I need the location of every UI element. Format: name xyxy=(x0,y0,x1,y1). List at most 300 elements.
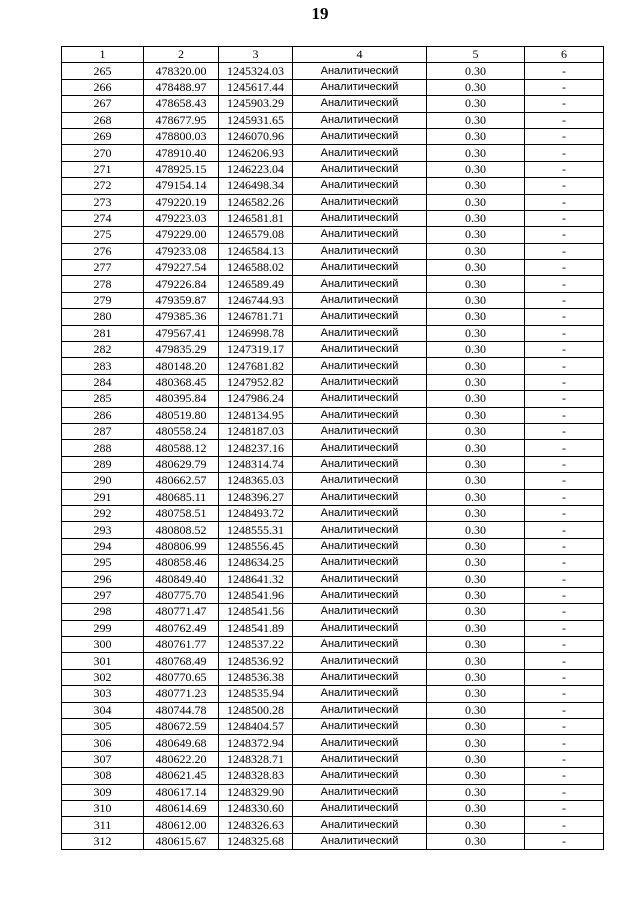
accuracy-cell: 0.30 xyxy=(427,358,525,374)
accuracy-cell: 0.30 xyxy=(427,587,525,603)
y-coordinate-cell: 1246584.13 xyxy=(219,243,293,259)
x-coordinate-cell: 479220.19 xyxy=(144,194,219,210)
accuracy-cell: 0.30 xyxy=(427,227,525,243)
x-coordinate-cell: 480519.80 xyxy=(144,407,219,423)
point-number-cell: 295 xyxy=(62,555,144,571)
note-cell: - xyxy=(525,555,604,571)
method-cell: Аналитический xyxy=(293,342,427,358)
point-number-cell: 281 xyxy=(62,325,144,341)
point-number-cell: 271 xyxy=(62,161,144,177)
table-row xyxy=(62,342,604,358)
point-number-cell: 307 xyxy=(62,751,144,767)
method-cell: Аналитический xyxy=(293,96,427,112)
page-number: 19 xyxy=(311,4,329,23)
method-cell: Аналитический xyxy=(293,194,427,210)
table-row xyxy=(62,260,604,276)
point-number-cell: 311 xyxy=(62,817,144,833)
point-number-cell: 289 xyxy=(62,456,144,472)
y-coordinate-cell: 1248537.22 xyxy=(219,637,293,653)
point-number-cell: 293 xyxy=(62,522,144,538)
method-cell: Аналитический xyxy=(293,309,427,325)
method-cell: Аналитический xyxy=(293,833,427,849)
table-row xyxy=(62,96,604,112)
method-cell: Аналитический xyxy=(293,817,427,833)
method-cell: Аналитический xyxy=(293,522,427,538)
y-coordinate-cell: 1248365.03 xyxy=(219,473,293,489)
method-cell: Аналитический xyxy=(293,702,427,718)
x-coordinate-cell: 480558.24 xyxy=(144,423,219,439)
point-number-cell: 270 xyxy=(62,145,144,161)
note-cell: - xyxy=(525,571,604,587)
point-number-cell: 268 xyxy=(62,112,144,128)
x-coordinate-cell: 480368.45 xyxy=(144,374,219,390)
table-row xyxy=(62,620,604,636)
point-number-cell: 272 xyxy=(62,178,144,194)
y-coordinate-cell: 1247952.82 xyxy=(219,374,293,390)
note-cell: - xyxy=(525,243,604,259)
table-row xyxy=(62,194,604,210)
note-cell: - xyxy=(525,161,604,177)
note-cell: - xyxy=(525,637,604,653)
y-coordinate-cell: 1248328.83 xyxy=(219,768,293,784)
y-coordinate-cell: 1248328.71 xyxy=(219,751,293,767)
y-coordinate-cell: 1246498.34 xyxy=(219,178,293,194)
accuracy-cell: 0.30 xyxy=(427,292,525,308)
method-cell: Аналитический xyxy=(293,784,427,800)
point-number-cell: 299 xyxy=(62,620,144,636)
accuracy-cell: 0.30 xyxy=(427,456,525,472)
accuracy-cell: 0.30 xyxy=(427,473,525,489)
note-cell: - xyxy=(525,833,604,849)
x-coordinate-cell: 480395.84 xyxy=(144,391,219,407)
point-number-cell: 302 xyxy=(62,669,144,685)
point-number-cell: 278 xyxy=(62,276,144,292)
x-coordinate-cell: 480614.69 xyxy=(144,800,219,816)
table-row xyxy=(62,210,604,226)
accuracy-cell: 0.30 xyxy=(427,489,525,505)
accuracy-cell: 0.30 xyxy=(427,522,525,538)
accuracy-cell: 0.30 xyxy=(427,833,525,849)
y-coordinate-cell: 1246579.08 xyxy=(219,227,293,243)
accuracy-cell: 0.30 xyxy=(427,79,525,95)
y-coordinate-cell: 1248556.45 xyxy=(219,538,293,554)
point-number-cell: 296 xyxy=(62,571,144,587)
accuracy-cell: 0.30 xyxy=(427,96,525,112)
note-cell: - xyxy=(525,800,604,816)
y-coordinate-cell: 1245903.29 xyxy=(219,96,293,112)
table-row xyxy=(62,276,604,292)
x-coordinate-cell: 480649.68 xyxy=(144,735,219,751)
point-number-cell: 308 xyxy=(62,768,144,784)
y-coordinate-cell: 1246582.26 xyxy=(219,194,293,210)
table-row xyxy=(62,243,604,259)
table-row xyxy=(62,702,604,718)
x-coordinate-cell: 479567.41 xyxy=(144,325,219,341)
method-cell: Аналитический xyxy=(293,243,427,259)
accuracy-cell: 0.30 xyxy=(427,342,525,358)
accuracy-cell: 0.30 xyxy=(427,555,525,571)
point-number-cell: 276 xyxy=(62,243,144,259)
note-cell: - xyxy=(525,407,604,423)
x-coordinate-cell: 478488.97 xyxy=(144,79,219,95)
y-coordinate-cell: 1248326.63 xyxy=(219,817,293,833)
x-coordinate-cell: 479223.03 xyxy=(144,210,219,226)
table-row xyxy=(62,505,604,521)
method-cell: Аналитический xyxy=(293,276,427,292)
y-coordinate-cell: 1248536.92 xyxy=(219,653,293,669)
table-row xyxy=(62,391,604,407)
note-cell: - xyxy=(525,128,604,144)
accuracy-cell: 0.30 xyxy=(427,751,525,767)
table-row xyxy=(62,79,604,95)
point-number-cell: 266 xyxy=(62,79,144,95)
note-cell: - xyxy=(525,702,604,718)
x-coordinate-cell: 480662.57 xyxy=(144,473,219,489)
y-coordinate-cell: 1245617.44 xyxy=(219,79,293,95)
accuracy-cell: 0.30 xyxy=(427,243,525,259)
method-cell: Аналитический xyxy=(293,456,427,472)
y-coordinate-cell: 1247986.24 xyxy=(219,391,293,407)
table-row xyxy=(62,292,604,308)
accuracy-cell: 0.30 xyxy=(427,702,525,718)
y-coordinate-cell: 1246998.78 xyxy=(219,325,293,341)
table-row xyxy=(62,374,604,390)
x-coordinate-cell: 480672.59 xyxy=(144,719,219,735)
accuracy-cell: 0.30 xyxy=(427,260,525,276)
note-cell: - xyxy=(525,292,604,308)
x-coordinate-cell: 480771.23 xyxy=(144,686,219,702)
note-cell: - xyxy=(525,145,604,161)
x-coordinate-cell: 480622.20 xyxy=(144,751,219,767)
x-coordinate-cell: 480629.79 xyxy=(144,456,219,472)
table-row xyxy=(62,669,604,685)
note-cell: - xyxy=(525,374,604,390)
accuracy-cell: 0.30 xyxy=(427,374,525,390)
y-coordinate-cell: 1248330.60 xyxy=(219,800,293,816)
y-coordinate-cell: 1245324.03 xyxy=(219,63,293,79)
y-coordinate-cell: 1248634.25 xyxy=(219,555,293,571)
note-cell: - xyxy=(525,817,604,833)
point-number-cell: 309 xyxy=(62,784,144,800)
table-row xyxy=(62,63,604,79)
note-cell: - xyxy=(525,210,604,226)
y-coordinate-cell: 1248500.28 xyxy=(219,702,293,718)
point-number-cell: 290 xyxy=(62,473,144,489)
table-row xyxy=(62,112,604,128)
note-cell: - xyxy=(525,719,604,735)
accuracy-cell: 0.30 xyxy=(427,63,525,79)
y-coordinate-cell: 1247681.82 xyxy=(219,358,293,374)
method-cell: Аналитический xyxy=(293,587,427,603)
note-cell: - xyxy=(525,63,604,79)
accuracy-cell: 0.30 xyxy=(427,571,525,587)
method-cell: Аналитический xyxy=(293,555,427,571)
point-number-cell: 291 xyxy=(62,489,144,505)
accuracy-cell: 0.30 xyxy=(427,735,525,751)
accuracy-cell: 0.30 xyxy=(427,669,525,685)
y-coordinate-cell: 1248325.68 xyxy=(219,833,293,849)
x-coordinate-cell: 478677.95 xyxy=(144,112,219,128)
point-number-cell: 304 xyxy=(62,702,144,718)
table-row xyxy=(62,145,604,161)
y-coordinate-cell: 1246070.96 xyxy=(219,128,293,144)
x-coordinate-cell: 480768.49 xyxy=(144,653,219,669)
method-cell: Аналитический xyxy=(293,751,427,767)
method-cell: Аналитический xyxy=(293,571,427,587)
table-row xyxy=(62,309,604,325)
accuracy-cell: 0.30 xyxy=(427,391,525,407)
method-cell: Аналитический xyxy=(293,669,427,685)
y-coordinate-cell: 1248134.95 xyxy=(219,407,293,423)
column-header-4: 4 xyxy=(293,47,427,63)
table-row xyxy=(62,833,604,849)
x-coordinate-cell: 480615.67 xyxy=(144,833,219,849)
method-cell: Аналитический xyxy=(293,735,427,751)
y-coordinate-cell: 1248396.27 xyxy=(219,489,293,505)
point-number-cell: 310 xyxy=(62,800,144,816)
table-row xyxy=(62,571,604,587)
note-cell: - xyxy=(525,178,604,194)
point-number-cell: 280 xyxy=(62,309,144,325)
note-cell: - xyxy=(525,587,604,603)
point-number-cell: 287 xyxy=(62,423,144,439)
note-cell: - xyxy=(525,653,604,669)
method-cell: Аналитический xyxy=(293,227,427,243)
note-cell: - xyxy=(525,735,604,751)
table-row xyxy=(62,719,604,735)
x-coordinate-cell: 480849.40 xyxy=(144,571,219,587)
method-cell: Аналитический xyxy=(293,374,427,390)
table-header xyxy=(62,47,604,63)
accuracy-cell: 0.30 xyxy=(427,604,525,620)
method-cell: Аналитический xyxy=(293,112,427,128)
note-cell: - xyxy=(525,669,604,685)
table-row xyxy=(62,784,604,800)
point-number-cell: 301 xyxy=(62,653,144,669)
x-coordinate-cell: 478925.15 xyxy=(144,161,219,177)
table-row xyxy=(62,407,604,423)
method-cell: Аналитический xyxy=(293,637,427,653)
point-number-cell: 298 xyxy=(62,604,144,620)
note-cell: - xyxy=(525,522,604,538)
accuracy-cell: 0.30 xyxy=(427,800,525,816)
method-cell: Аналитический xyxy=(293,292,427,308)
column-header-5: 5 xyxy=(427,47,525,63)
x-coordinate-cell: 480685.11 xyxy=(144,489,219,505)
table-row xyxy=(62,637,604,653)
point-number-cell: 306 xyxy=(62,735,144,751)
table-row xyxy=(62,227,604,243)
method-cell: Аналитический xyxy=(293,768,427,784)
note-cell: - xyxy=(525,456,604,472)
accuracy-cell: 0.30 xyxy=(427,653,525,669)
y-coordinate-cell: 1248329.90 xyxy=(219,784,293,800)
method-cell: Аналитический xyxy=(293,407,427,423)
y-coordinate-cell: 1248641.32 xyxy=(219,571,293,587)
method-cell: Аналитический xyxy=(293,161,427,177)
x-coordinate-cell: 479227.54 xyxy=(144,260,219,276)
method-cell: Аналитический xyxy=(293,604,427,620)
method-cell: Аналитический xyxy=(293,260,427,276)
x-coordinate-cell: 478910.40 xyxy=(144,145,219,161)
x-coordinate-cell: 480612.00 xyxy=(144,817,219,833)
x-coordinate-cell: 479154.14 xyxy=(144,178,219,194)
method-cell: Аналитический xyxy=(293,440,427,456)
method-cell: Аналитический xyxy=(293,489,427,505)
coordinates-table xyxy=(61,46,604,850)
column-header-2: 2 xyxy=(144,47,219,63)
table-row xyxy=(62,538,604,554)
method-cell: Аналитический xyxy=(293,128,427,144)
coordinates-table-container xyxy=(61,46,603,850)
point-number-cell: 288 xyxy=(62,440,144,456)
method-cell: Аналитический xyxy=(293,423,427,439)
x-coordinate-cell: 478320.00 xyxy=(144,63,219,79)
accuracy-cell: 0.30 xyxy=(427,210,525,226)
accuracy-cell: 0.30 xyxy=(427,161,525,177)
method-cell: Аналитический xyxy=(293,538,427,554)
note-cell: - xyxy=(525,260,604,276)
accuracy-cell: 0.30 xyxy=(427,325,525,341)
note-cell: - xyxy=(525,784,604,800)
table-row xyxy=(62,161,604,177)
table-body xyxy=(62,63,604,850)
y-coordinate-cell: 1248187.03 xyxy=(219,423,293,439)
point-number-cell: 292 xyxy=(62,505,144,521)
table-row xyxy=(62,489,604,505)
table-row xyxy=(62,686,604,702)
y-coordinate-cell: 1248493.72 xyxy=(219,505,293,521)
accuracy-cell: 0.30 xyxy=(427,686,525,702)
method-cell: Аналитический xyxy=(293,210,427,226)
note-cell: - xyxy=(525,309,604,325)
y-coordinate-cell: 1248372.94 xyxy=(219,735,293,751)
column-header-1: 1 xyxy=(62,47,144,63)
x-coordinate-cell: 479226.84 xyxy=(144,276,219,292)
table-row xyxy=(62,178,604,194)
x-coordinate-cell: 480806.99 xyxy=(144,538,219,554)
method-cell: Аналитический xyxy=(293,473,427,489)
table-row xyxy=(62,473,604,489)
note-cell: - xyxy=(525,358,604,374)
table-row xyxy=(62,817,604,833)
note-cell: - xyxy=(525,112,604,128)
note-cell: - xyxy=(525,505,604,521)
method-cell: Аналитический xyxy=(293,800,427,816)
x-coordinate-cell: 480148.20 xyxy=(144,358,219,374)
point-number-cell: 282 xyxy=(62,342,144,358)
column-header-3: 3 xyxy=(219,47,293,63)
x-coordinate-cell: 479359.87 xyxy=(144,292,219,308)
accuracy-cell: 0.30 xyxy=(427,423,525,439)
table-row xyxy=(62,604,604,620)
method-cell: Аналитический xyxy=(293,686,427,702)
table-row xyxy=(62,751,604,767)
accuracy-cell: 0.30 xyxy=(427,145,525,161)
accuracy-cell: 0.30 xyxy=(427,784,525,800)
table-row xyxy=(62,555,604,571)
note-cell: - xyxy=(525,276,604,292)
note-cell: - xyxy=(525,342,604,358)
point-number-cell: 277 xyxy=(62,260,144,276)
method-cell: Аналитический xyxy=(293,325,427,341)
accuracy-cell: 0.30 xyxy=(427,194,525,210)
accuracy-cell: 0.30 xyxy=(427,309,525,325)
y-coordinate-cell: 1248555.31 xyxy=(219,522,293,538)
table-row xyxy=(62,735,604,751)
point-number-cell: 265 xyxy=(62,63,144,79)
method-cell: Аналитический xyxy=(293,653,427,669)
table-row xyxy=(62,423,604,439)
table-row xyxy=(62,358,604,374)
accuracy-cell: 0.30 xyxy=(427,505,525,521)
point-number-cell: 294 xyxy=(62,538,144,554)
x-coordinate-cell: 480617.14 xyxy=(144,784,219,800)
x-coordinate-cell: 479385.36 xyxy=(144,309,219,325)
y-coordinate-cell: 1247319.17 xyxy=(219,342,293,358)
x-coordinate-cell: 480775.70 xyxy=(144,587,219,603)
note-cell: - xyxy=(525,768,604,784)
accuracy-cell: 0.30 xyxy=(427,817,525,833)
point-number-cell: 300 xyxy=(62,637,144,653)
note-cell: - xyxy=(525,96,604,112)
accuracy-cell: 0.30 xyxy=(427,719,525,735)
note-cell: - xyxy=(525,79,604,95)
accuracy-cell: 0.30 xyxy=(427,538,525,554)
point-number-cell: 275 xyxy=(62,227,144,243)
note-cell: - xyxy=(525,489,604,505)
note-cell: - xyxy=(525,423,604,439)
table-row xyxy=(62,587,604,603)
y-coordinate-cell: 1246223.04 xyxy=(219,161,293,177)
point-number-cell: 285 xyxy=(62,391,144,407)
x-coordinate-cell: 480770.65 xyxy=(144,669,219,685)
x-coordinate-cell: 480758.51 xyxy=(144,505,219,521)
y-coordinate-cell: 1246781.71 xyxy=(219,309,293,325)
x-coordinate-cell: 479835.29 xyxy=(144,342,219,358)
x-coordinate-cell: 478658.43 xyxy=(144,96,219,112)
header-row xyxy=(62,47,604,63)
accuracy-cell: 0.30 xyxy=(427,440,525,456)
point-number-cell: 273 xyxy=(62,194,144,210)
x-coordinate-cell: 480762.49 xyxy=(144,620,219,636)
table-row xyxy=(62,128,604,144)
method-cell: Аналитический xyxy=(293,79,427,95)
table-row xyxy=(62,800,604,816)
table-row xyxy=(62,653,604,669)
note-cell: - xyxy=(525,194,604,210)
note-cell: - xyxy=(525,473,604,489)
x-coordinate-cell: 479229.00 xyxy=(144,227,219,243)
table-row xyxy=(62,522,604,538)
accuracy-cell: 0.30 xyxy=(427,178,525,194)
y-coordinate-cell: 1248541.96 xyxy=(219,587,293,603)
table-row xyxy=(62,456,604,472)
point-number-cell: 279 xyxy=(62,292,144,308)
accuracy-cell: 0.30 xyxy=(427,407,525,423)
method-cell: Аналитический xyxy=(293,178,427,194)
method-cell: Аналитический xyxy=(293,505,427,521)
method-cell: Аналитический xyxy=(293,145,427,161)
table-row xyxy=(62,440,604,456)
y-coordinate-cell: 1246744.93 xyxy=(219,292,293,308)
accuracy-cell: 0.30 xyxy=(427,637,525,653)
note-cell: - xyxy=(525,604,604,620)
x-coordinate-cell: 480744.78 xyxy=(144,702,219,718)
x-coordinate-cell: 480771.47 xyxy=(144,604,219,620)
y-coordinate-cell: 1248237.16 xyxy=(219,440,293,456)
note-cell: - xyxy=(525,686,604,702)
